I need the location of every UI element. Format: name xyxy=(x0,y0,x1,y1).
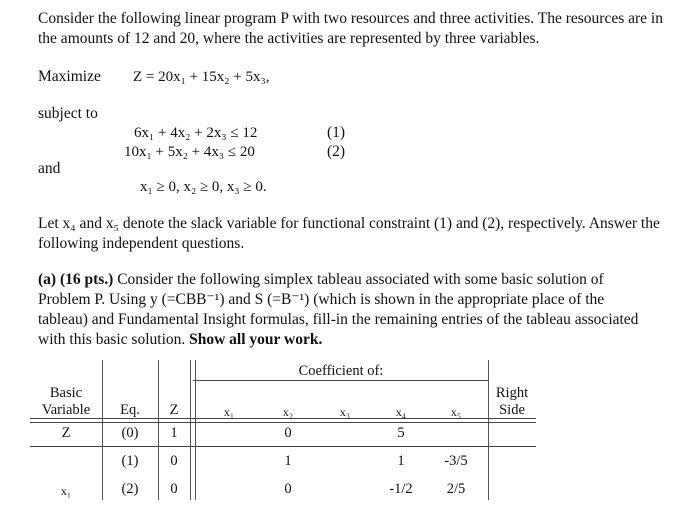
slack-paragraph: Let x₄ and x₅ denote the slack variable for functional constraint (1) and (2), respectively. Answer the following independent questions. xyxy=(38,215,660,252)
part-a-question xyxy=(38,270,653,350)
side-header: Side xyxy=(499,402,525,418)
constraint-1: 6x₁ + 4x₂ + 2x₃ ≤ 12 xyxy=(134,125,258,141)
x4-header: x₄ xyxy=(395,405,407,419)
basic-header: Basic xyxy=(49,385,83,401)
subject-to-label: subject to xyxy=(38,105,98,122)
row0-x2: 0 xyxy=(284,425,292,441)
row2-basic: x₁ xyxy=(60,484,72,498)
constraint-2: 10x₁ + 5x₂ + 4x₃ ≤ 20 xyxy=(124,144,255,160)
nonnegativity: x₁ ≥ 0, x₂ ≥ 0, x₃ ≥ 0. xyxy=(140,179,267,195)
coefficient-header: Coefficient of: xyxy=(298,363,384,379)
right-header: Right xyxy=(495,385,529,401)
row0-line xyxy=(30,446,536,447)
x2-header: x₂ xyxy=(282,405,294,419)
divider-z xyxy=(190,360,196,500)
row2-eq: (2) xyxy=(121,481,139,497)
objective-function: Z = 20x₁ + 15x₂ + 5x₃, xyxy=(133,69,270,85)
row1-x5: -3/5 xyxy=(444,453,468,469)
x3-header: x₃ xyxy=(339,405,351,419)
intro-paragraph: Consider the following linear program P with two resources and three activities. The resources are in the amounts of 12 and 20, where the activities are represented by three variables. xyxy=(38,10,663,47)
row2-z: 0 xyxy=(170,481,178,497)
part-a-label: (a) (16 pts.) xyxy=(38,271,114,288)
maximize-label: Maximize xyxy=(38,68,101,85)
x1-header: x₁ xyxy=(223,405,235,419)
part-a-text: Consider the following simplex tableau associated with some basic solution of Problem P. Using y (=CBB⁻¹) and S (=B⁻¹) (which is shown in the appropriate place of the tableau) and Fundamental Insight formulas, fill-in the remaining entries of the tableau associated with this basic solution. xyxy=(38,271,639,348)
row1-x4: 1 xyxy=(397,453,405,469)
row1-z: 0 xyxy=(170,453,178,469)
row1-eq: (1) xyxy=(121,453,139,469)
eq-header: Eq. xyxy=(120,402,140,418)
row1-x2: 1 xyxy=(284,453,292,469)
row0-x4: 5 xyxy=(397,425,405,441)
constraint-2-label: (2) xyxy=(327,143,346,160)
row2-x4: -1/2 xyxy=(389,481,413,497)
constraint-1-label: (1) xyxy=(327,124,346,141)
z-header: Z xyxy=(169,402,179,418)
variable-header: Variable xyxy=(41,402,91,418)
row2-x5: 2/5 xyxy=(446,481,466,497)
row0-eq: (0) xyxy=(121,425,139,441)
part-a-bold: Show all your work. xyxy=(189,331,323,348)
and-label: and xyxy=(38,160,61,177)
x5-header: x₅ xyxy=(450,405,462,419)
row0-basic: Z xyxy=(61,425,71,441)
row0-z: 1 xyxy=(170,425,178,441)
row2-x2: 0 xyxy=(284,481,292,497)
